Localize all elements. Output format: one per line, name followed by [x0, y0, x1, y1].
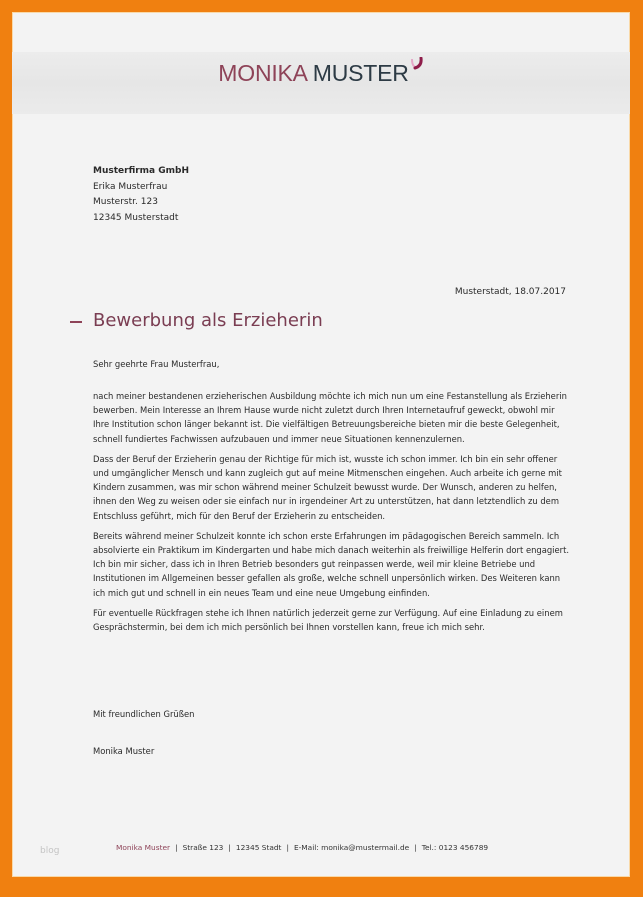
recipient-city: 12345 Musterstadt: [93, 212, 179, 223]
recipient-company: Musterfirma GmbH: [93, 166, 189, 176]
watermark: blog: [40, 846, 60, 856]
paragraph: nach meiner bestandenen erzieherischen Ausbildung möchte ich mich nun um eine Festanstellung als Erzieherin bewerben. Mein Interesse an Ihrem Hause wurde nicht zuletzt durch Ihren Internetaufruf geweckt, obwohl mir Ihre Institution schon länger bekannt ist. Die vielfältigen Betreuungsbereiche bieten mir die beste Gelegenheit, schnell fundiertes Fachwissen aufzubauen und immer neue Situationen kennenzulernen.: [93, 391, 567, 444]
footer-contact: [116, 843, 488, 852]
recipient-address: [93, 164, 189, 226]
subject-dash: [70, 321, 82, 323]
footer-separator: |: [228, 843, 231, 852]
footer-email: E-Mail: monika@mustermail.de: [293, 843, 410, 852]
signature: Monika Muster: [93, 746, 155, 756]
footer-separator: |: [175, 843, 178, 852]
paragraph: Dass der Beruf der Erzieherin genau der Richtige für mich ist, wusste ich schon immer. Ich bin ein sehr offener und umgänglicher Mensch und kann zugleich gut auf meine Mitmenschen eingehen. Auch arbeite ich gerne mit Kindern zusammen, was mir schon während meiner Schulzeit bewusst wurde. Der Wunsch, anderen zu helfen, ihnen den Weg zu weisen oder sie einfach nur in irgendeiner Art zu unterstützen, hat dann letztendlich zu dem Entschluss geführt, mich für den Beruf der Erzieherin zu entscheiden.: [93, 453, 562, 521]
paragraph: Für eventuelle Rückfragen stehe ich Ihnen natürlich jederzeit gerne zur Verfügung. Auf eine Einladung zu einem Gesprächstermin, bei dem ich mich persönlich bei Ihnen vorstellen kann, freue ich mich sehr.: [93, 607, 563, 633]
footer-city: 12345 Stadt: [235, 843, 282, 852]
logo-last-name: MUSTER: [312, 60, 409, 86]
closing: Mit freundlichen Grüßen: [93, 709, 195, 719]
letter-subject: Bewerbung als Erzieherin: [93, 310, 323, 331]
paragraph: Bereits während meiner Schulzeit konnte ich schon erste Erfahrungen im pädagogischen Bereich sammeln. Ich absolvierte ein Praktikum im Kindergarten und habe mich danach weiterhin als freiwillige Helferin dort engagiert. Ich bin mir sicher, dass ich in Ihren Betrieb besonders gut reinpassen werde, weil mir kleine Betriebe und Institutionen im Allgemeinen besser gefallen als große, welche schnell unpersönlich wirken. Des Weiteren kann ich mich gut und schnell in ein neues Team und eine neue Umgebung einfinden.: [93, 530, 570, 598]
letter-page: [12, 12, 630, 877]
footer-street: Straße 123: [182, 843, 224, 852]
footer-separator: |: [414, 843, 417, 852]
letter-date: Musterstadt, 18.07.2017: [454, 287, 566, 297]
letter-body: [93, 389, 573, 640]
footer-name: Monika Muster: [116, 843, 171, 852]
footer-phone: Tel.: 0123 456789: [421, 843, 489, 852]
salutation: Sehr geehrte Frau Musterfrau,: [93, 359, 220, 369]
smile-swoosh-icon: [410, 52, 424, 68]
logo: [12, 60, 630, 87]
logo-first-name: MONIKA: [218, 60, 307, 86]
recipient-name: Erika Musterfrau: [93, 181, 168, 192]
recipient-street: Musterstr. 123: [93, 197, 158, 207]
footer-separator: |: [286, 843, 289, 852]
